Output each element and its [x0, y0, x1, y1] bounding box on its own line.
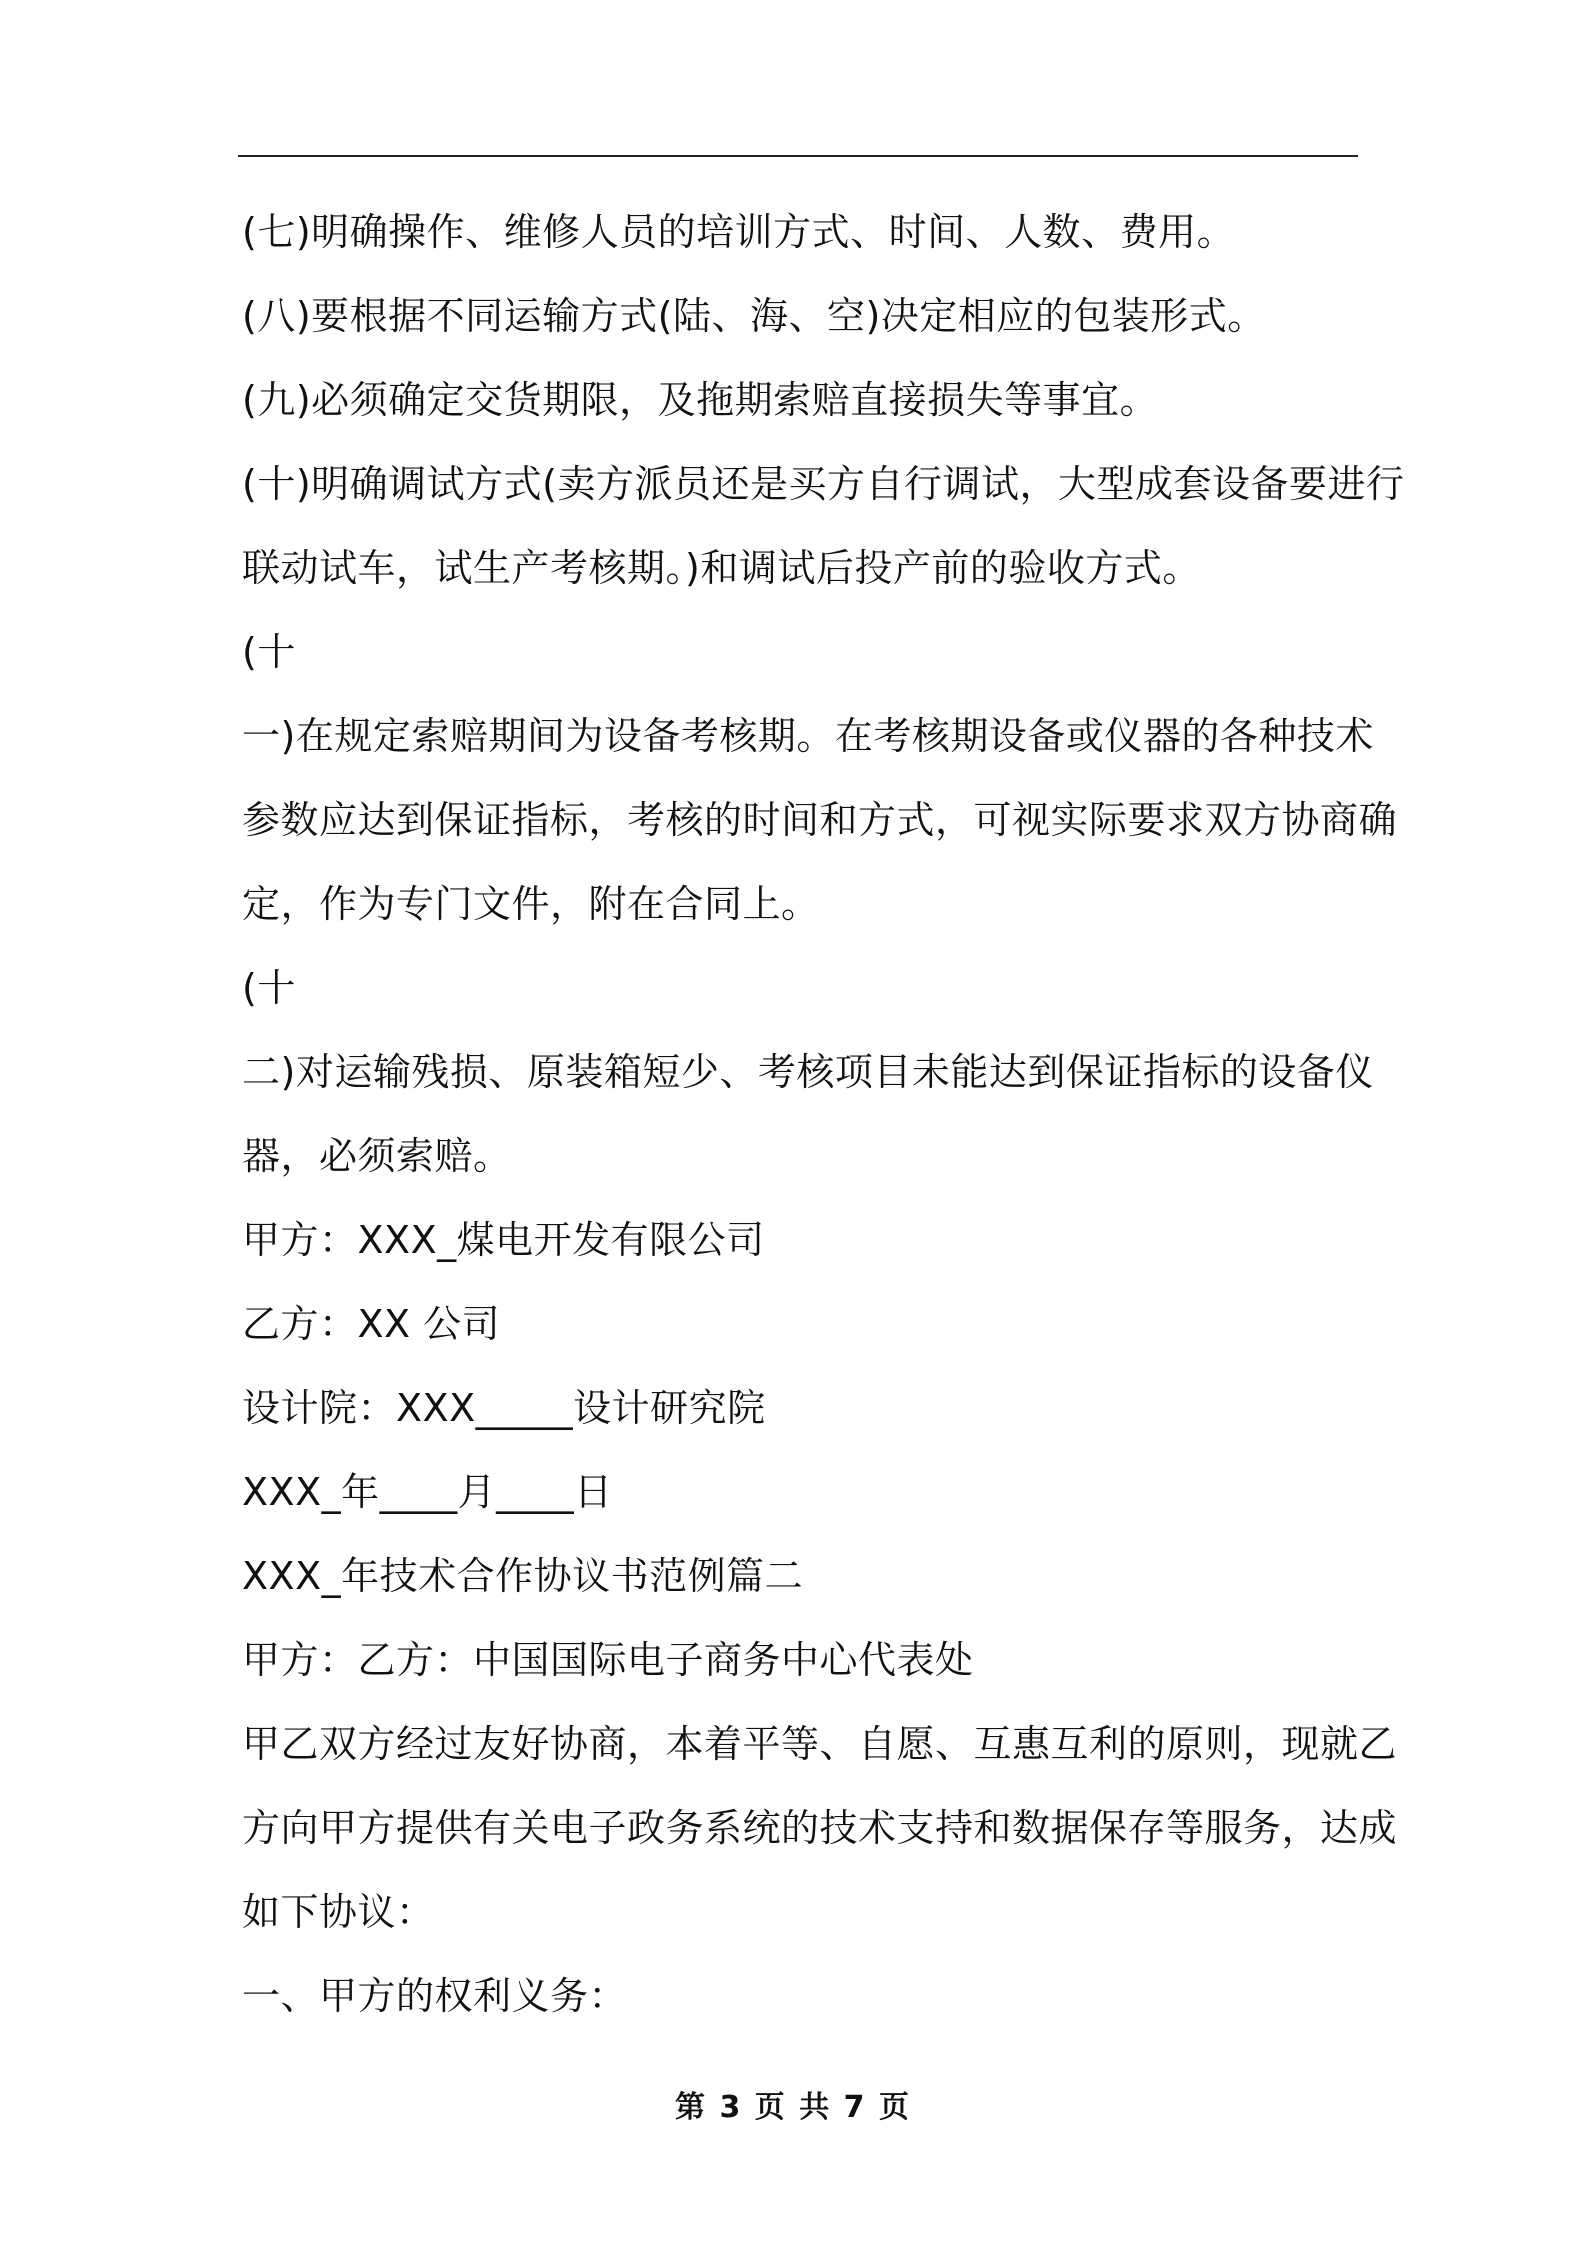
clause-heading: 一、甲方的权利义务：: [242, 1974, 628, 2018]
text-line: 方向甲方提供有关电子政务系统的技术支持和数据保存等服务，达成: [242, 1806, 1398, 1850]
page-number: 第 3 页 共 7 页: [675, 2090, 911, 2125]
date-line: XXX_年____月____日: [242, 1470, 613, 1514]
text-line: 器，必须索赔。: [242, 1134, 512, 1178]
text-line: (九)必须确定交货期限，及拖期索赔直接损失等事宜。: [242, 378, 1159, 422]
text-line: 一)在规定索赔期间为设备考核期。在考核期设备或仪器的各种技术: [242, 714, 1374, 758]
section-heading: XXX_年技术合作协议书范例篇二: [242, 1554, 804, 1598]
text-line: 联动试车，试生产考核期。)和调试后投产前的验收方式。: [242, 546, 1201, 590]
text-line: 定，作为专门文件，附在合同上。: [242, 882, 820, 926]
party-b-line: 乙方：XX 公司: [242, 1302, 501, 1346]
text-line: 参数应达到保证指标，考核的时间和方式，可视实际要求双方协商确: [242, 798, 1398, 842]
text-line: (十)明确调试方式(卖方派员还是买方自行调试，大型成套设备要进行: [242, 462, 1405, 506]
header-rule: [238, 155, 1358, 157]
text-line: (十: [242, 966, 296, 1010]
text-line: 二)对运输残损、原装箱短少、考核项目未能达到保证指标的设备仪: [242, 1050, 1374, 1094]
text-line: (八)要根据不同运输方式(陆、海、空)决定相应的包装形式。: [242, 294, 1266, 338]
text-line: (七)明确操作、维修人员的培训方式、时间、人数、费用。: [242, 210, 1236, 254]
party-a-line: 甲方：XXX_煤电开发有限公司: [242, 1218, 765, 1262]
text-line: (十: [242, 630, 296, 674]
design-institute-line: 设计院：XXX_____设计研究院: [242, 1386, 766, 1430]
text-line: 甲乙双方经过友好协商，本着平等、自愿、互惠互利的原则，现就乙: [242, 1722, 1398, 1766]
document-body: [242, 190, 1405, 2038]
parties-line: 甲方：乙方：中国国际电子商务中心代表处: [242, 1638, 974, 1682]
text-line: 如下协议：: [242, 1890, 435, 1934]
